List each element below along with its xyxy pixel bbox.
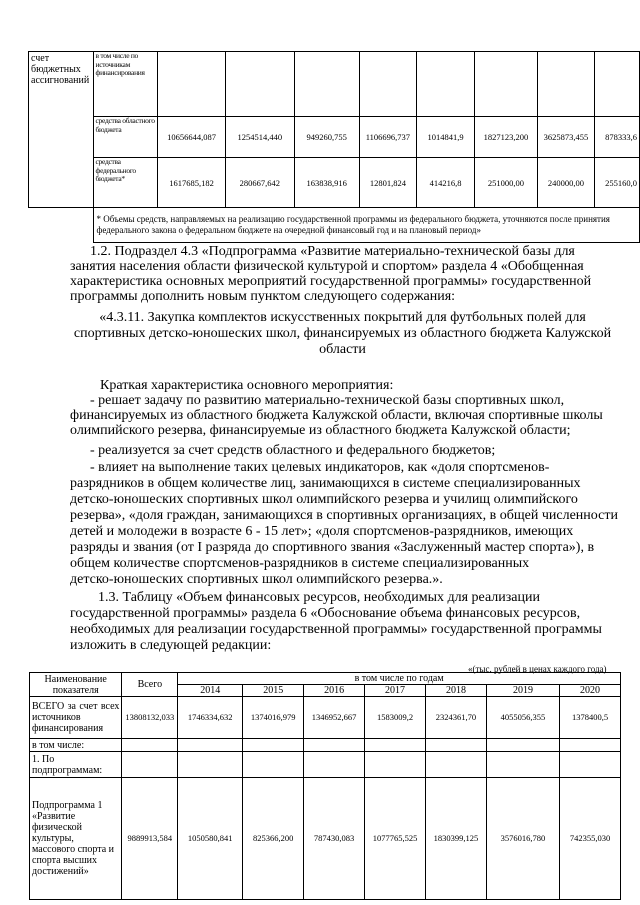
p1-line-1: 1.2. Подраздел 4.3 «Подпрограмма «Развитие материально-технической базы для <box>90 244 575 259</box>
header-name: Наименование показателя <box>30 673 122 697</box>
item-4-3-11-line-3: области <box>319 342 366 357</box>
bullet-3-line-2: разрядников в общем количестве лиц, занимающихся в системе специализированных <box>70 476 581 491</box>
unit-note: «(тыс. рублей в ценах каждого года) <box>468 664 607 674</box>
table-cell: 9889913,584 <box>122 778 178 900</box>
bullet-3-line-6: разряды и звания (от I разряда до спортивного звания «Заслуженный мастер спорта»), в <box>70 540 595 555</box>
table-cell: 825366,200 <box>243 778 304 900</box>
table-cell: 1050580,841 <box>178 778 243 900</box>
funding-label-cell: счет бюджетных ассигнований <box>29 52 94 208</box>
bullet-2: - реализуется за счет средств областного и федерального бюджетов; <box>90 443 496 458</box>
table-cell: 13808132,033 <box>122 697 178 739</box>
table-row <box>29 158 640 208</box>
table-cell: 12801,824 <box>359 158 416 208</box>
table-cell: 1014841,9 <box>417 117 475 158</box>
top-funding-table <box>28 51 640 243</box>
table-cell: 1254514,440 <box>226 117 295 158</box>
table-cell: 1583009,2 <box>365 697 426 739</box>
header-total: Всего <box>122 673 178 697</box>
table-cell: 1830399,125 <box>426 778 487 900</box>
p3-line-4: изложить в следующей редакции: <box>70 638 272 653</box>
bullet-3-line-4: резерва», «доля граждан, занимающихся в спортивных организациях, в общей численности <box>70 508 618 523</box>
year-header: 2017 <box>365 685 426 697</box>
table-cell: 251000,00 <box>475 158 538 208</box>
table-cell: 255160,0 <box>595 158 640 208</box>
bullet-1-line-3: олимпийского резерва, финансируемые из областного бюджета Калужской области; <box>70 423 571 438</box>
sub-header-cell: в том числе по источникам финансирования <box>93 52 157 117</box>
table-cell: 3576016,780 <box>486 778 559 900</box>
table-cell: 2324361,70 <box>426 697 487 739</box>
year-header: 2018 <box>426 685 487 697</box>
table-cell: 1106696,737 <box>359 117 416 158</box>
table-row <box>30 739 621 752</box>
year-header: 2016 <box>304 685 365 697</box>
bullet-3-line-3: детско-юношеских спортивных школ олимпийского резерва и училищ олимпийского <box>70 492 578 507</box>
footnote: * Объемы средств, направляемых на реализацию государственной программы из федерального бюджета, уточняются после принятия федерального закона о федеральном бюджете на очередной финансовый год и на плановый период» <box>93 208 639 243</box>
row-label: 1. По подпрограммам: <box>30 752 122 778</box>
bullet-1-line-1: - решает задачу по развитию материально-технической базы спортивных школ, <box>90 393 565 408</box>
table-cell: 1827123,200 <box>475 117 538 158</box>
table-cell: 1617685,182 <box>157 158 225 208</box>
finance-resources-table <box>29 672 621 900</box>
table-cell: 4055056,355 <box>486 697 559 739</box>
table-cell: 878333,6 <box>595 117 640 158</box>
table-cell: 280667,642 <box>226 158 295 208</box>
table-cell: 1374016,979 <box>243 697 304 739</box>
bullet-3-line-1: - влияет на выполнение таких целевых индикаторов, как «доля спортсменов- <box>90 460 550 475</box>
table-cell: 240000,00 <box>537 158 594 208</box>
item-4-3-11-line-1: «4.3.11. Закупка комплектов искусственных покрытий для футбольных полей для <box>99 310 586 325</box>
year-header: 2020 <box>560 685 621 697</box>
p3-line-2: государственной программы» раздела 6 «Обоснование объема финансовых ресурсов, <box>70 606 581 621</box>
year-header: 2015 <box>243 685 304 697</box>
table-cell: 163838,916 <box>294 158 359 208</box>
row-label: Подпрограмма 1 «Развитие физической культуры, массового спорта и спорта высших достижений» <box>30 778 122 900</box>
header-years-group: в том числе по годам <box>178 673 621 685</box>
p1-line-4: программы дополнить новым пунктом следующего содержания: <box>70 289 456 304</box>
table-cell: 949260,755 <box>294 117 359 158</box>
table-cell: 3625873,455 <box>537 117 594 158</box>
table-cell: 787430,083 <box>304 778 365 900</box>
year-header: 2019 <box>486 685 559 697</box>
table-cell: 414216,8 <box>417 158 475 208</box>
table-cell: 1346952,667 <box>304 697 365 739</box>
table-row <box>30 697 621 739</box>
year-header: 2014 <box>178 685 243 697</box>
row-label: средства федерального бюджета* <box>93 158 157 208</box>
row-label: в том числе: <box>30 739 122 752</box>
table-cell: 10656644,087 <box>157 117 225 158</box>
table-row <box>30 752 621 778</box>
bullet-3-line-5: детей и молодежи в возрасте 6 - 15 лет»; «доля спортсменов-разрядников, имеющих <box>70 524 574 539</box>
table-row <box>29 117 640 158</box>
p1-line-3: характеристика основных мероприятий государственной программы» государственной <box>70 274 592 289</box>
p1-line-2: занятия населения области физической культурой и спортом» раздела 4 «Обобщенная <box>70 259 584 274</box>
table-cell: 742355,030 <box>560 778 621 900</box>
bullet-3-line-8: детско-юношеских спортивных школ олимпийского резерва.». <box>70 572 443 587</box>
table-row <box>30 778 621 900</box>
brief-heading: Краткая характеристика основного мероприятия: <box>100 378 394 393</box>
table-cell: 1077765,525 <box>365 778 426 900</box>
p3-line-3: необходимых для реализации государственной программы» государственной программы <box>70 622 602 637</box>
bullet-3-line-7: общем количестве спортсменов-разрядников в системе специализированных <box>70 556 530 571</box>
table-cell: 1746334,632 <box>178 697 243 739</box>
row-label: средства областного бюджета <box>93 117 157 158</box>
table-cell: 1378400,5 <box>560 697 621 739</box>
item-4-3-11-line-2: спортивных детско-юношеских школ, финансируемых из областного бюджета Калужской <box>73 326 612 341</box>
p3-line-1: 1.3. Таблицу «Объем финансовых ресурсов, необходимых для реализации <box>98 590 540 605</box>
row-label: ВСЕГО за счет всех источников финансирования <box>30 697 122 739</box>
bullet-1-line-2: финансируемых из областного бюджета Калужской области, включая спортивные школы <box>70 408 603 423</box>
